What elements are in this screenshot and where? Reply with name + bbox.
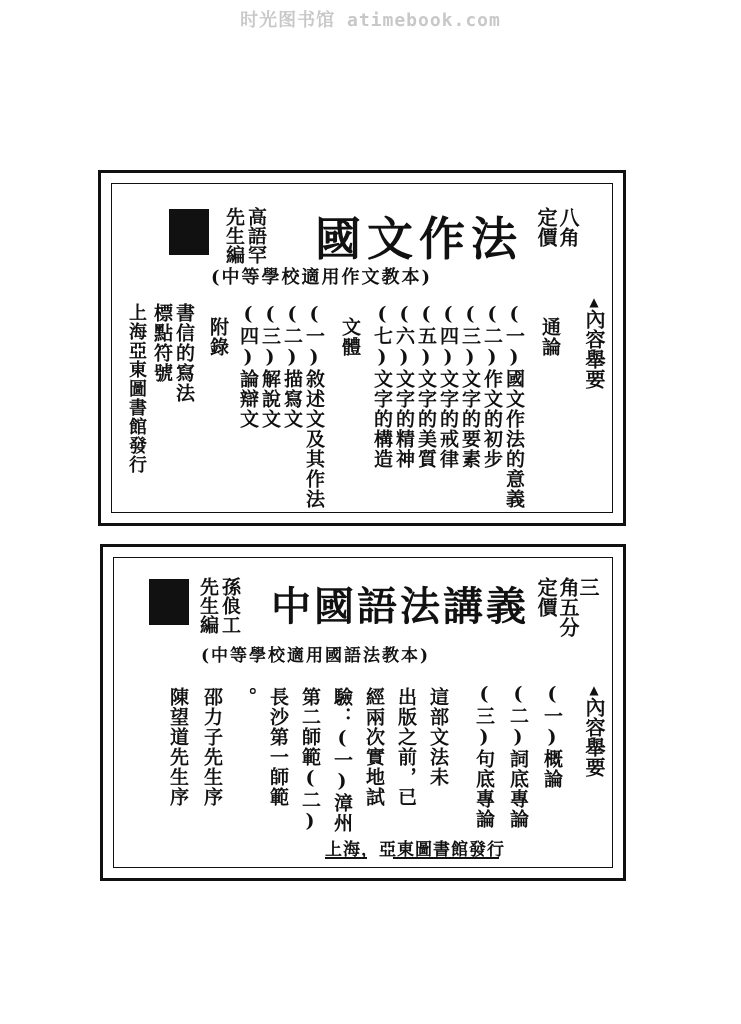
general-item-7: (七)文字的構造 bbox=[371, 303, 393, 469]
section-heading-general: 通論 bbox=[539, 317, 561, 357]
general-item-2: (二)作文的初步 bbox=[481, 303, 503, 469]
triangle-marker-icon: ▲ bbox=[587, 683, 601, 697]
description-line-1: 這部文法未 bbox=[427, 687, 449, 787]
style-item-1: (一)敘述文及其作法 bbox=[303, 303, 325, 509]
description-line-2: 出版之前，已 bbox=[395, 687, 417, 807]
general-item-1: (一)國文作法的意義 bbox=[503, 303, 525, 509]
description-line-4: 驗：(一)漳州 bbox=[331, 687, 353, 833]
author-role: 先生編 bbox=[223, 207, 245, 264]
contents-heading-text: 內容舉要 bbox=[582, 309, 606, 389]
contents-item-1: (一)概論 bbox=[541, 683, 563, 789]
author-name: 孫俍工 bbox=[219, 577, 241, 634]
contents-heading bbox=[580, 683, 609, 777]
triangle-marker-icon: ▲ bbox=[587, 295, 601, 309]
description-line-7: 。 bbox=[235, 687, 257, 707]
preface-line-1: 邵力子先生序 bbox=[201, 687, 223, 807]
price-value: 角五分 bbox=[556, 577, 580, 637]
style-item-3: (三)解說文 bbox=[259, 303, 281, 429]
book-title: 國文作法 bbox=[315, 212, 523, 266]
contents-item-2: (二)詞底專論 bbox=[507, 683, 529, 829]
black-seal-block bbox=[169, 209, 209, 255]
general-item-3: (三)文字的要素 bbox=[459, 303, 481, 469]
appendix-item-1: 書信的寫法 bbox=[173, 303, 195, 403]
book-ad-guowen-zuofa bbox=[98, 170, 626, 526]
publisher-line: 上海亞東圖書館發行 bbox=[126, 303, 147, 474]
black-seal-block bbox=[149, 579, 189, 625]
description-line-6: 長沙第一師範 bbox=[267, 687, 289, 807]
contents-heading-text: 內容舉要 bbox=[582, 697, 606, 777]
style-item-2: (二)描寫文 bbox=[281, 303, 303, 429]
audience-subtitle: (中等學校適用作文教本) bbox=[211, 267, 433, 288]
general-item-6: (六)文字的精神 bbox=[393, 303, 415, 469]
price-label: 定價 bbox=[534, 577, 558, 617]
appendix-item-2: 標點符號 bbox=[151, 303, 173, 383]
price-label: 定價 bbox=[534, 207, 558, 247]
publisher-underline bbox=[393, 857, 499, 859]
description-line-5: 第二師範(二) bbox=[299, 687, 321, 833]
section-heading-appendix: 附錄 bbox=[207, 317, 229, 357]
book-ad-zhongguo-yufa-jiangyi bbox=[100, 544, 626, 881]
price-prefix: 三 bbox=[576, 577, 600, 597]
contents-heading bbox=[580, 295, 609, 389]
preface-line-2: 陳望道先生序 bbox=[167, 687, 189, 807]
publisher-line: 上海，亞東圖書館發行 bbox=[325, 840, 505, 860]
general-item-4: (四)文字的戒律 bbox=[437, 303, 459, 469]
book-title: 中國語法講義 bbox=[271, 583, 529, 630]
description-line-3: 經兩次實地試 bbox=[363, 687, 385, 807]
price-value: 八角 bbox=[556, 207, 580, 247]
style-item-4: (四)論辯文 bbox=[237, 303, 259, 429]
audience-subtitle: (中等學校適用國語法教本) bbox=[201, 646, 431, 666]
watermark: 时光图书馆 atimebook.com bbox=[240, 10, 501, 31]
general-item-5: (五)文字的美質 bbox=[415, 303, 437, 469]
author-role: 先生編 bbox=[197, 577, 219, 634]
section-heading-style: 文體 bbox=[339, 317, 361, 357]
publisher-underline bbox=[325, 857, 367, 859]
contents-item-3: (三)句底專論 bbox=[473, 683, 495, 829]
author-name: 高語罕 bbox=[245, 207, 267, 264]
